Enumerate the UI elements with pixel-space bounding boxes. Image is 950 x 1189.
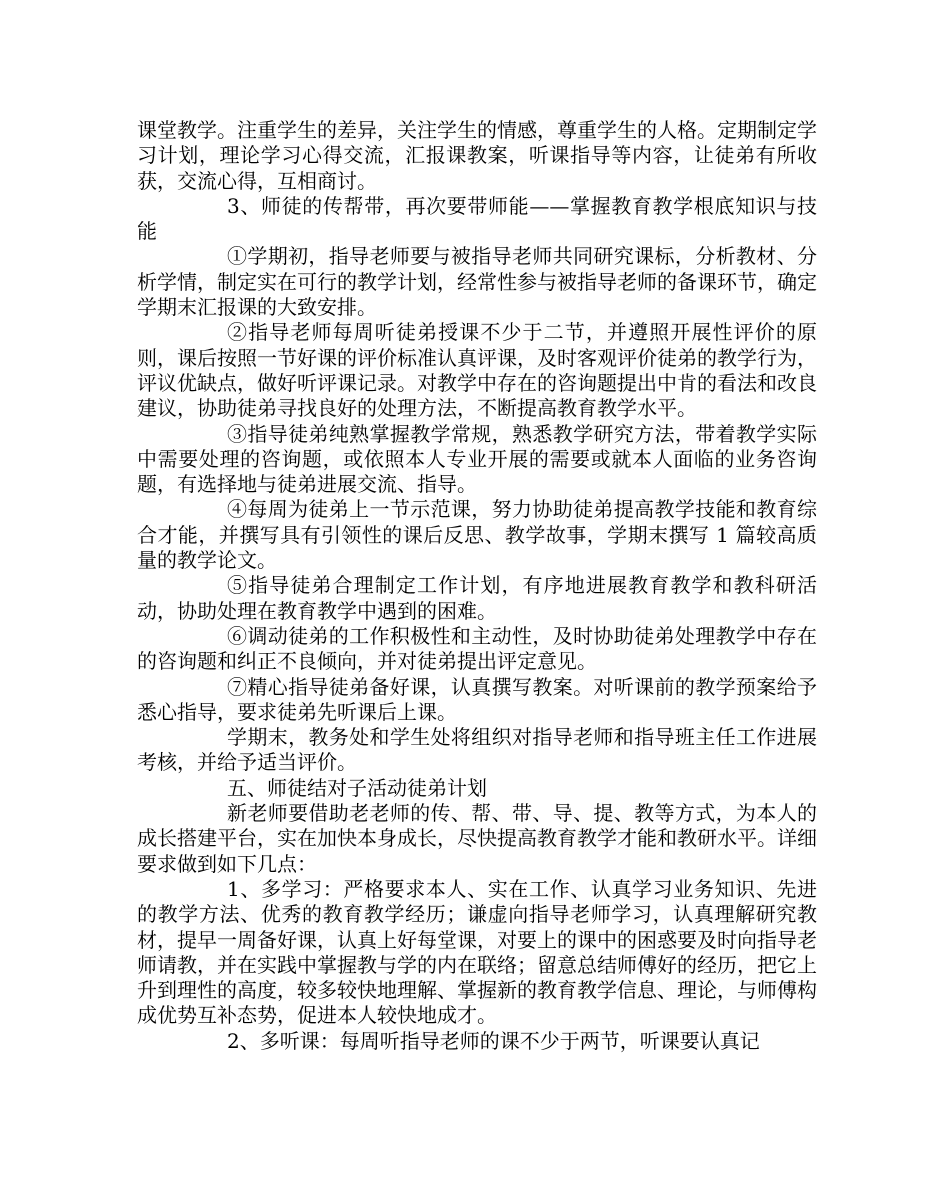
section-heading-5: 五、师徒结对子活动徒弟计划 [227, 775, 487, 800]
paragraph-item-7: ⑦精心指导徒弟备好课，认真撰写教案。对听课前的教学预案给予悉心指导，要求徒弟先听课后上课。 [137, 674, 817, 724]
paragraph-more-study: 1、多学习：严格要求本人、实在工作、认真学习业务知识、先进的教学方法、优秀的教育教学经历；谦虚向指导老师学习，认真理解研究教材，提早一周备好课，认真上好每堂课，对要上的课中的困惑要及时向指导老师请教，并在实践中掌握教与学的内在联络；留意总结师傅好的经历，把它上升到理性的高度，较多较快地理解、掌握新的教育教学信息、理论，与师傅构成优势互补态势，促进本人较快地成才。 [137, 876, 817, 1028]
paragraph-intro: 课堂教学。注重学生的差异，关注学生的情感，尊重学生的人格。定期制定学习计划，理论学习心得交流，汇报课教案，听课指导等内容，让徒弟有所收获，交流心得，互相商讨。 [137, 118, 817, 193]
paragraph-item-1: ①学期初，指导老师要与被指导老师共同研究课标，分析教材、分析学情，制定实在可行的教学计划，经常性参与被指导老师的备课环节，确定学期末汇报课的大致安排。 [137, 244, 817, 320]
paragraph-new-teacher: 新老师要借助老老师的传、帮、带、导、提、教等方式，为本人的成长搭建平台，实在加快本身成长，尽快提高教育教学才能和教研水平。详细要求做到如下几点： [137, 801, 817, 876]
paragraph-item-5: ⑤指导徒弟合理制定工作计划，有序地进展教育教学和教科研活动，协助处理在教育教学中遇到的困难。 [137, 573, 817, 623]
paragraph-more-listening: 2、多听课：每周听指导老师的课不少于两节，听课要认真记 [227, 1028, 760, 1053]
document-body [137, 118, 817, 1054]
paragraph-heading-3: 3、师徒的传帮带，再次要带师能——掌握教育教学根底知识与技能 [137, 193, 817, 244]
paragraph-item-4: ④每周为徒弟上一节示范课，努力协助徒弟提高教学技能和教育综合才能，并撰写具有引领性的课后反思、教学故事，学期末撰写 1 篇较高质量的教学论文。 [137, 497, 817, 573]
paragraph-item-3: ③指导徒弟纯熟掌握教学常规，熟悉教学研究方法，带着教学实际中需要处理的咨询题，或依照本人专业开展的需要或就本人面临的业务咨询题，有选择地与徒弟进展交流、指导。 [137, 421, 817, 497]
paragraph-item-6: ⑥调动徒弟的工作积极性和主动性，及时协助徒弟处理教学中存在的咨询题和纠正不良倾向，并对徒弟提出评定意见。 [137, 623, 817, 674]
paragraph-item-2: ②指导老师每周听徒弟授课不少于二节，并遵照开展性评价的原则，课后按照一节好课的评价标准认真评课，及时客观评价徒弟的教学行为，评议优缺点，做好听评课记录。对教学中存在的咨询题提出中肯的看法和改良建议，协助徒弟寻找良好的处理方法，不断提高教育教学水平。 [137, 320, 817, 421]
paragraph-term-end: 学期末，教务处和学生处将组织对指导老师和指导班主任工作进展考核，并给予适当评价。 [137, 725, 817, 775]
